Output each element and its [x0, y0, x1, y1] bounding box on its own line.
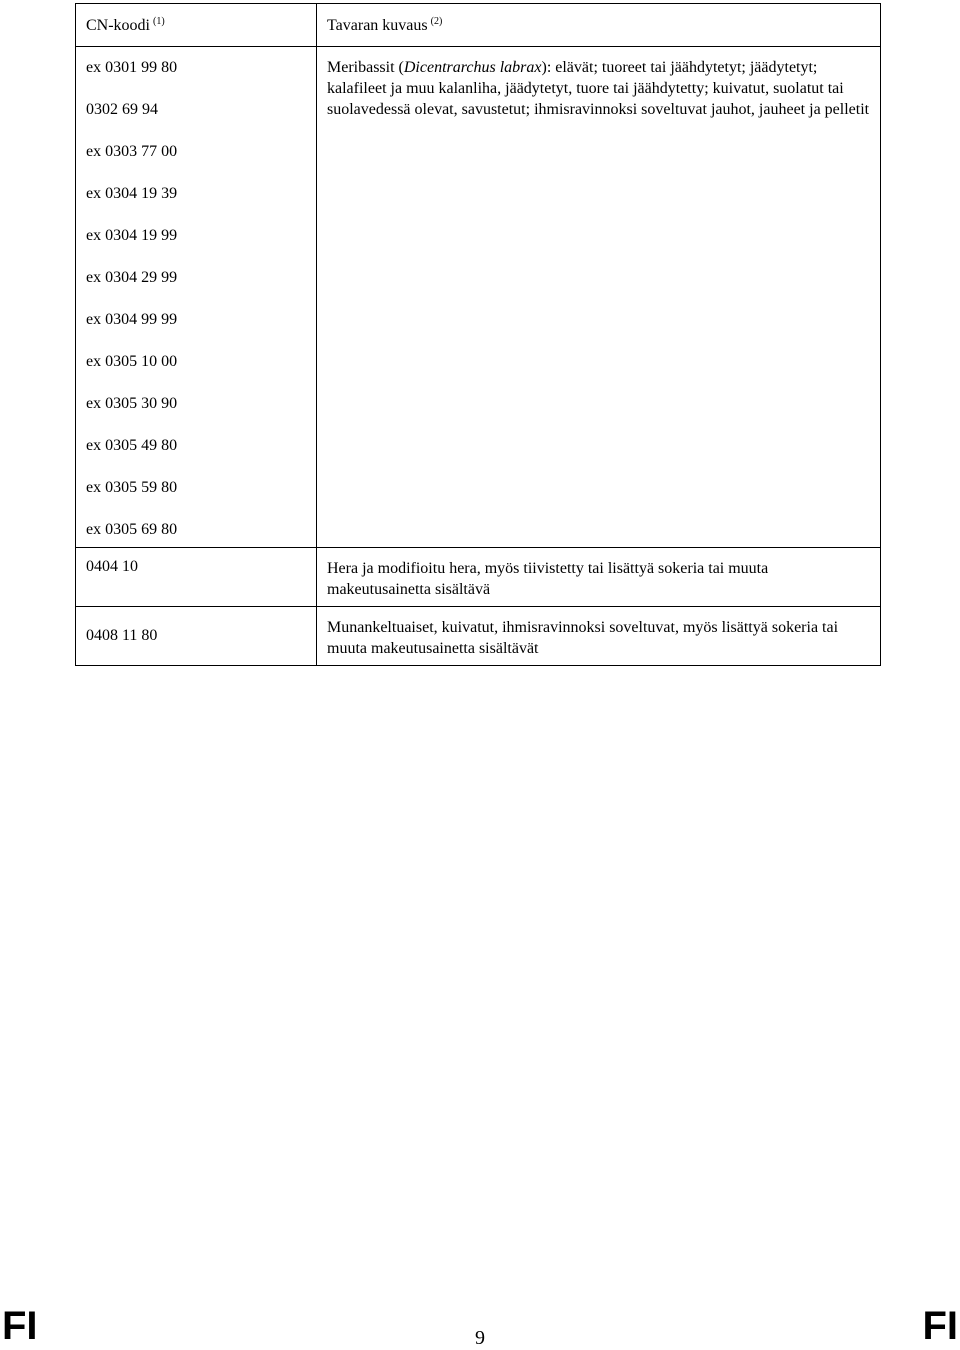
species-latin-name: Dicentrarchus labrax: [403, 59, 542, 76]
page-number: 9: [475, 1327, 485, 1349]
cn-code: ex 0305 49 80: [86, 437, 178, 454]
header-description-label: Tavaran kuvaus: [327, 16, 428, 34]
header-cn-code: [76, 4, 317, 47]
table-header-row: [76, 4, 881, 47]
product-description: Munankeltuaiset, kuivatut, ihmisravinnoksi soveltuvat, myös lisättyä sokeria tai muuta makeutusainetta sisältävät: [317, 607, 881, 666]
description-rest: ): elävät; tuoreet tai jäähdytetyt; jäädytetyt; kalafileet ja muu kalanliha, jäädytetyt, tuore tai jäähdytetty; kuivatut, suolatut tai suolavedessä olevat, savustetut; ihmisravinnoksi soveltuvat jauhot, jauheet ja pelletit: [327, 59, 870, 118]
header-description-note: (2): [430, 15, 443, 27]
cn-code: ex 0301 99 80: [86, 59, 178, 76]
cn-code: ex 0305 30 90: [86, 395, 178, 412]
cn-code: ex 0303 77 00: [86, 143, 178, 160]
header-cn-code-label: CN-koodi: [86, 16, 150, 34]
cn-code-list: [76, 47, 317, 548]
cn-code: ex 0304 29 99: [86, 269, 178, 286]
product-description: Hera ja modifioitu hera, myös tiivistetty tai lisättyä sokeria tai muuta makeutusainetta sisältävä: [317, 548, 881, 607]
cn-code: ex 0305 69 80: [86, 521, 178, 538]
table-row: [76, 47, 881, 548]
header-description: [317, 4, 881, 47]
cn-code: ex 0305 59 80: [86, 479, 178, 496]
language-mark-right: FI: [922, 1304, 958, 1348]
table-row: [76, 548, 881, 607]
header-cn-code-note: (1): [153, 15, 165, 27]
language-mark-left: FI: [2, 1304, 38, 1348]
cn-code: 0408 11 80: [76, 607, 317, 666]
cn-code: 0302 69 94: [86, 101, 158, 118]
product-description: [317, 47, 881, 548]
cn-code: ex 0304 19 99: [86, 227, 178, 244]
table-row: [76, 607, 881, 666]
cn-code-table: [75, 3, 881, 666]
cn-code: ex 0305 10 00: [86, 353, 178, 370]
description-prefix: Meribassit (: [327, 59, 404, 76]
cn-code: 0404 10: [76, 548, 317, 607]
cn-code: ex 0304 19 39: [86, 185, 178, 202]
cn-code: ex 0304 99 99: [86, 311, 178, 328]
